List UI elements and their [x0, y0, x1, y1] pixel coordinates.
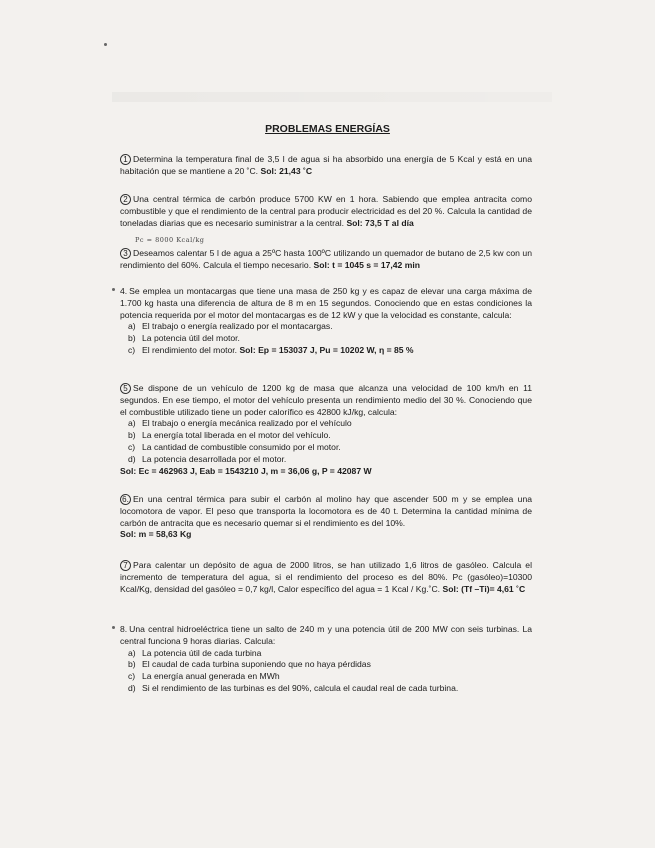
item-text: La energía anual generada en MWh	[142, 671, 280, 682]
problem-6	[120, 494, 532, 541]
scan-speck	[104, 43, 107, 46]
problem-number: 5	[120, 383, 131, 394]
list-item	[120, 418, 532, 430]
problem-text: Para calentar un depósito de agua de 2000 litros, se han utilizado 1,6 litros de gasóleo. Calcula el incremento de temperatura del agua, si el rendimiento del proceso es del 80%. Pc (gasóleo)=10300 Kcal/Kg, densidad del gasóleo = 0,7 kg/l, Calor específico del agua = 1 Kcal / Kg.˚C.	[120, 560, 532, 594]
item-text: La potencia útil de cada turbina	[142, 647, 262, 658]
item-text: El caudal de cada turbina suponiendo que no haya pérdidas	[142, 659, 371, 670]
item-letter: a)	[128, 321, 136, 332]
problem-number: 8.	[120, 624, 128, 634]
problem-number: 2	[120, 194, 131, 205]
item-text: La potencia útil del motor.	[142, 333, 240, 344]
problem-text: En una central térmica para subir el carbón al molino hay que ascender 500 m y se emplea una locomotora de vapor. El peso que transporta la locomotora es de 40 t. Determina la cantidad mínima de carbón de antracita que es necesario quemar si el rendimiento es del 10%.	[120, 494, 532, 528]
item-text: La energía total liberada en el motor del vehículo.	[142, 430, 331, 441]
solution: Sol: Ep = 153037 J, Pu = 10202 W, η = 85 %	[239, 344, 414, 355]
problem-number: 1	[120, 154, 131, 165]
list-item	[120, 430, 532, 442]
item-letter: c)	[128, 344, 136, 355]
list-item	[120, 345, 532, 357]
problem-number: 7	[120, 560, 131, 571]
item-letter: a)	[128, 647, 136, 658]
solution: Sol: Ec = 462963 J, Eab = 1543210 J, m = 36,06 g, P = 42087 W	[120, 465, 372, 476]
subquestion-list	[120, 418, 532, 465]
problem-text: Determina la temperatura final de 3,5 l de agua si ha absorbido una energía de 5 Kcal y está en una habitación que se mantiene a 20 ˚C.	[120, 154, 532, 176]
solution: Sol: 73,5 T al día	[346, 217, 414, 228]
solution: Sol: 21,43 ˚C	[260, 165, 313, 176]
problem-1	[120, 154, 532, 178]
problem-4	[120, 286, 532, 357]
item-text: El trabajo o energía mecánica realizado por el vehículo	[142, 418, 352, 429]
problem-text: Una central hidroeléctrica tiene un salto de 240 m y una potencia útil de 200 MW con seis turbinas. La central funciona 9 horas diarias. Calcula:	[120, 624, 532, 646]
problem-number: 3	[120, 248, 131, 259]
problem-8	[120, 624, 532, 695]
item-letter: b)	[128, 333, 136, 344]
scan-speck	[112, 626, 115, 629]
subquestion-list	[120, 321, 532, 356]
item-letter: b)	[128, 430, 136, 441]
handwritten-note: Pc = 8000 Kcal/kg	[135, 236, 205, 244]
item-letter: c)	[128, 671, 136, 682]
problem-text: Una central térmica de carbón produce 5700 KW en 1 hora. Sabiendo que emplea antracita como combustible y que el rendimiento de la central para producir electricidad es del 20 %. Calcula la cantidad de toneladas diarias que es necesario suministrar a la central.	[120, 194, 532, 228]
list-item	[120, 659, 532, 671]
problem-5	[120, 383, 532, 477]
item-letter: c)	[128, 441, 136, 452]
scan-speck	[112, 288, 115, 291]
item-text: La potencia desarrollada por el motor.	[142, 453, 287, 464]
item-letter: a)	[128, 418, 136, 429]
bleed-through-shadow	[112, 92, 552, 102]
page-title: PROBLEMAS ENERGÍAS	[265, 123, 390, 135]
solution: Sol: m = 58,63 Kg	[120, 529, 192, 540]
problem-number: 6.	[120, 494, 131, 505]
list-item	[120, 648, 532, 660]
item-letter: d)	[128, 453, 136, 464]
problem-text: Se emplea un montacargas que tiene una masa de 250 kg y es capaz de elevar una carga máxima de 1.700 kg hasta una diferencia de altura de 8 m en 15 segundos. Conociendo que en estas condiciones la potencia requerida por el motor del montacargas es de 12 kW y que la velocidad es constante, calcula:	[120, 286, 532, 320]
item-text: El trabajo o energía realizado por el montacargas.	[142, 321, 333, 332]
list-item	[120, 333, 532, 345]
item-text: El rendimiento del motor.	[142, 344, 238, 355]
list-item	[120, 321, 532, 333]
item-text: Si el rendimiento de las turbinas es del 90%, calcula el caudal real de cada turbina.	[142, 682, 459, 693]
list-item	[120, 671, 532, 683]
problem-text: Se dispone de un vehículo de 1200 kg de masa que alcanza una velocidad de 100 km/h en 11 segundos. En ese tiempo, el motor del vehículo presenta un rendimiento medio del 30 %. Conociendo que el combustible utilizado tiene un poder calorífico es 42800 kJ/kg, calcula:	[120, 383, 532, 417]
solution: Sol: t = 1045 s = 17,42 min	[313, 259, 420, 270]
solution: Sol: (Tf –Ti)= 4,61 ˚C	[442, 583, 526, 594]
problem-2	[120, 194, 532, 229]
subquestion-list	[120, 648, 532, 695]
item-letter: d)	[128, 682, 136, 693]
problem-text: Deseamos calentar 5 l de agua a 25ºC hasta 100ºC utilizando un quemador de butano de 2,5 kw con un rendimiento del 60%. Calcula el tiempo necesario.	[120, 248, 532, 270]
problem-7	[120, 560, 532, 595]
problem-3	[120, 248, 532, 272]
list-item	[120, 454, 532, 466]
list-item	[120, 683, 532, 695]
problem-number: 4.	[120, 286, 128, 296]
item-text: La cantidad de combustible consumido por el motor.	[142, 441, 341, 452]
item-letter: b)	[128, 659, 136, 670]
list-item	[120, 442, 532, 454]
